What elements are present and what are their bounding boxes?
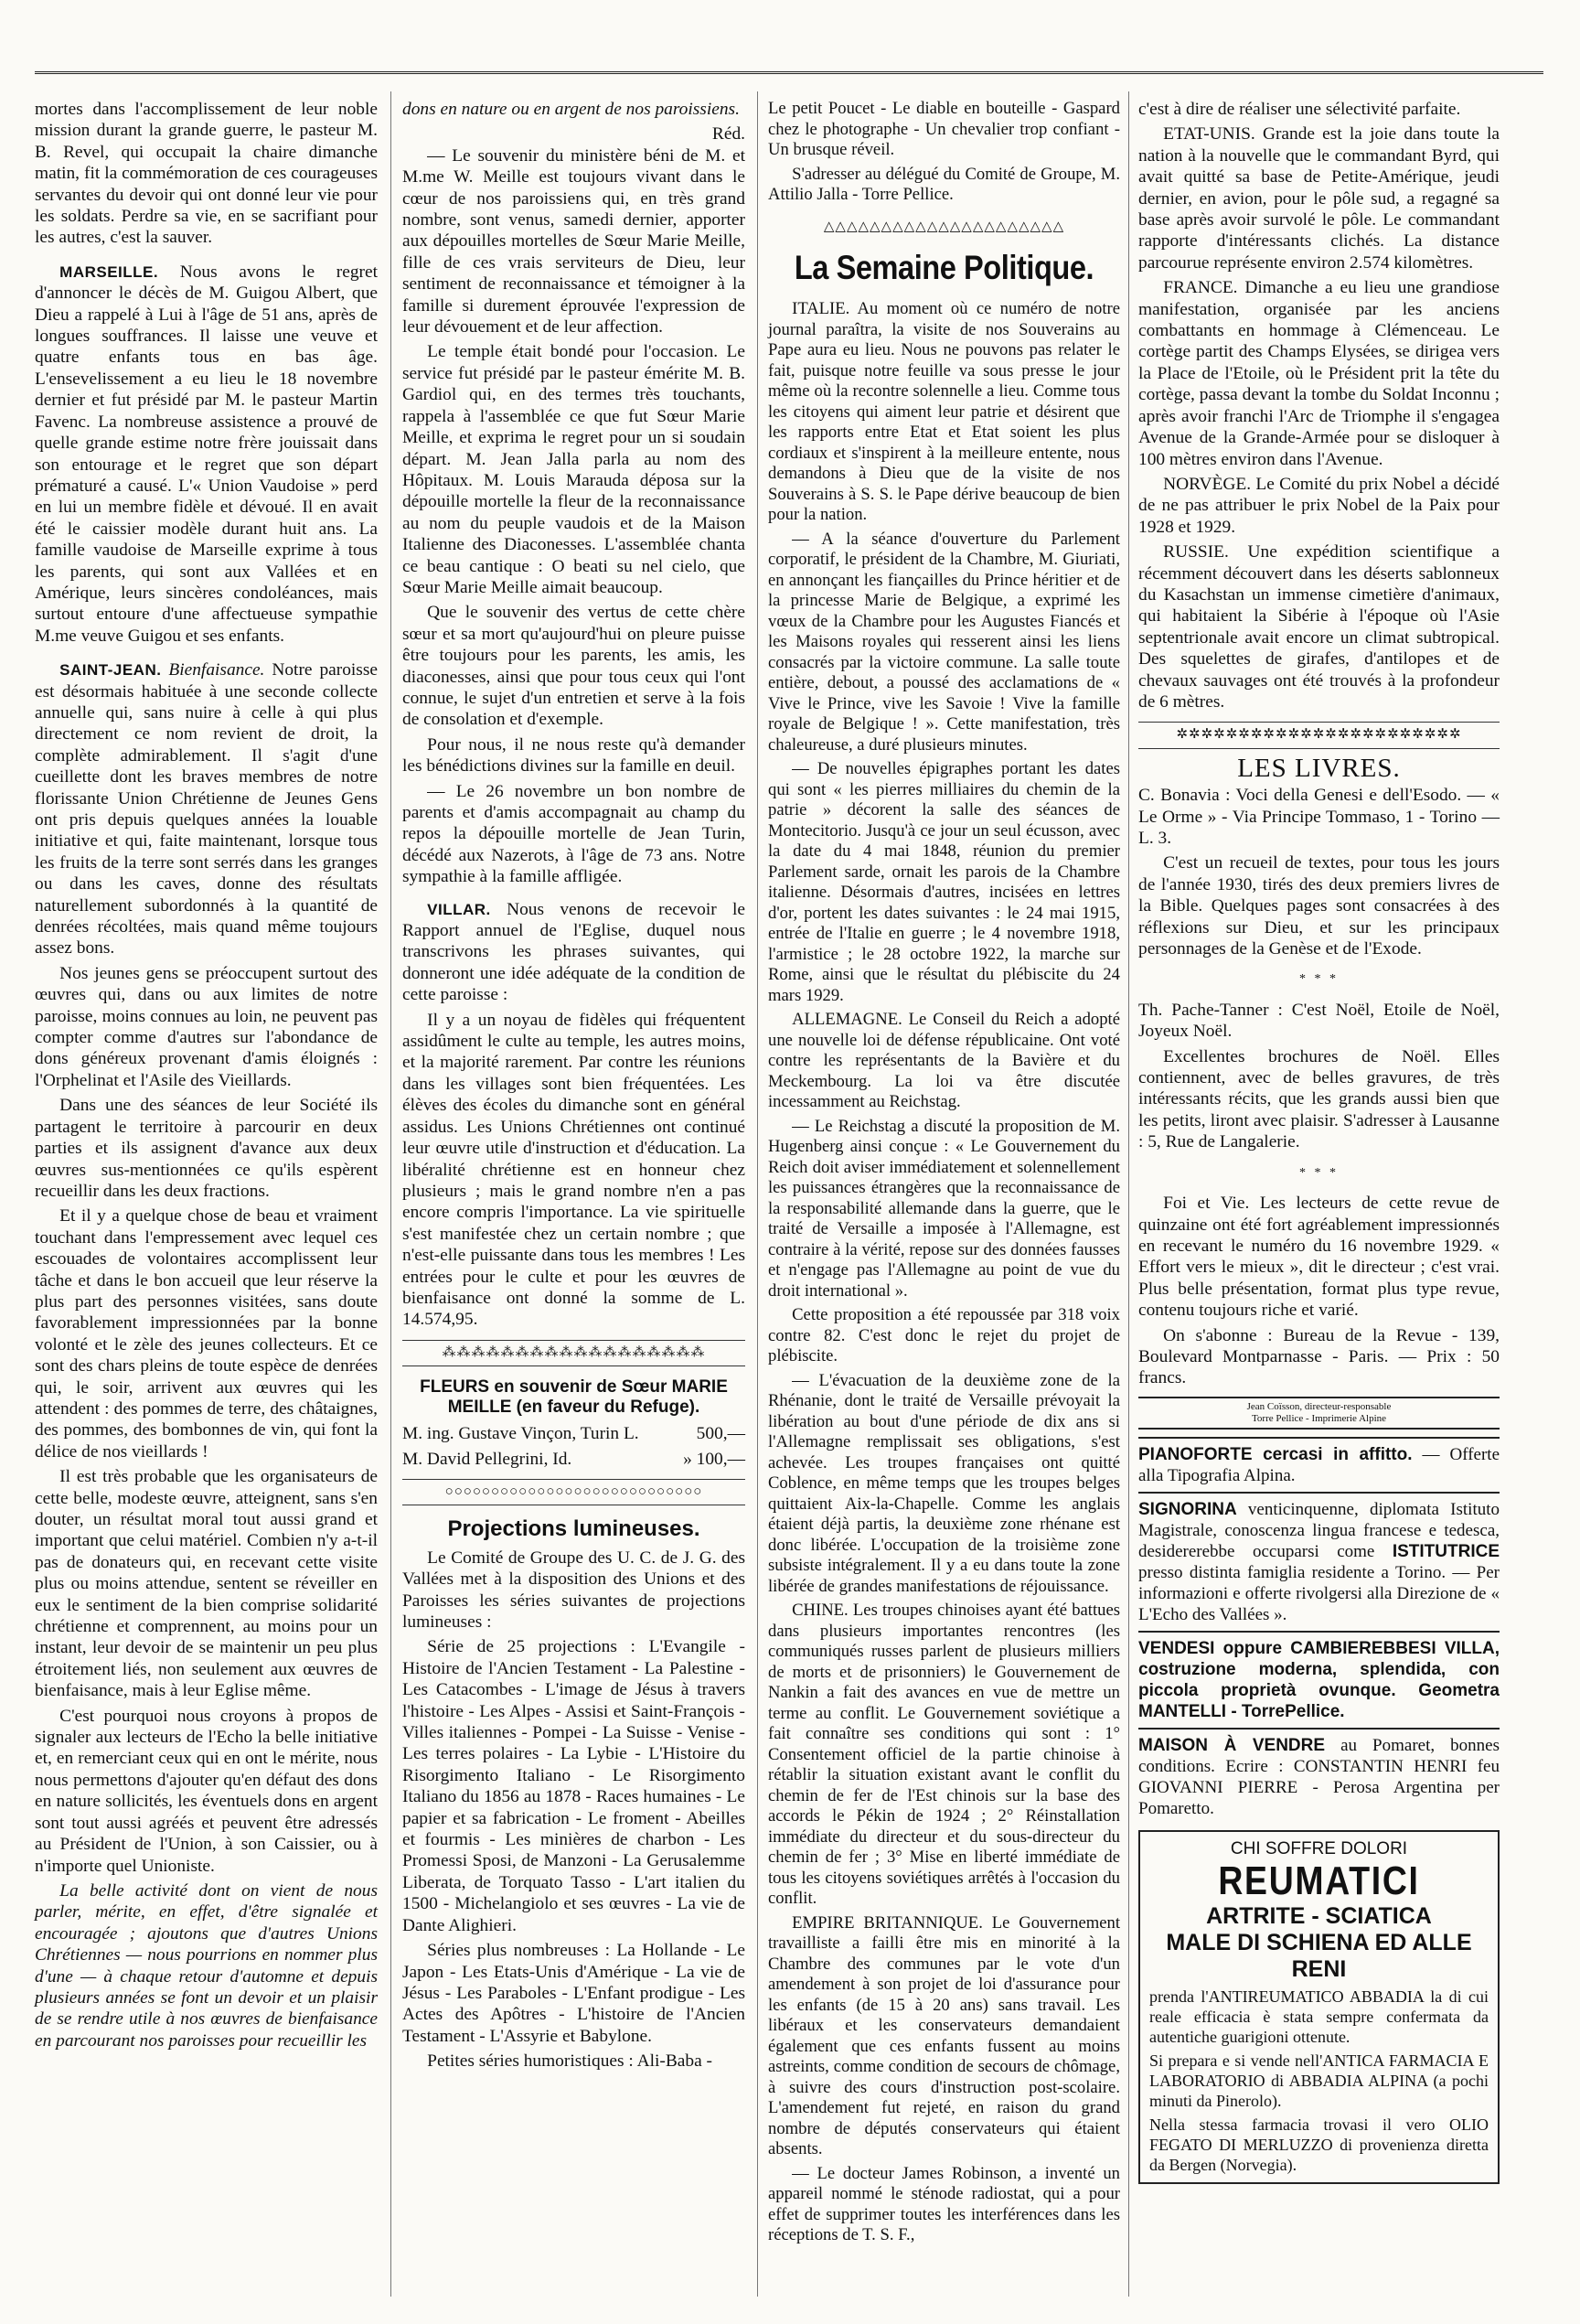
signature: Réd. bbox=[711, 124, 745, 145]
paragraph: FRANCE. Dimanche a eu lieu une grandiose manifestation, organisée par les anciens combattants en hommage à Clémenceau. Le cortège partit des Champs Elysées, se dirigea vers la Place de l'Etoile, où le Président prit la tête du cortège, passa devant la tombe du Soldat Inconnu ; après avoir franchi l'Arc de Triomphe il s'engagea Avenue de la Grande-Armée pour se disloquer à 100 mètres environ dans l'Avenue. bbox=[1138, 278, 1500, 469]
ad-text: prenda l'ANTIREUMATICO ABBADIA la di cui reale efficacia è stata sempre confermata da autentiche guarigioni ottenute. bbox=[1149, 1987, 1489, 2046]
column-1 bbox=[35, 99, 378, 2055]
paragraph: — A la séance d'ouverture du Parlement corporatif, le président de la Chambre, M. Giuriati, en annonçant les fiançailles du Prince héritier et de la princesse Marie de Belgique, a exprimé les vœux de la Chambre pour les Augustes Fiancés et les Maisons royales qui resserent ainsi les liens consacrés par la victoire commune. La salle toute entière, debout, a poussé des acclamations de « Vive le Prince, vive les Savoie ! Vive la famille royale de Belgique ! ». Cette manifestation, très chaleureuse, a duré plusieurs minutes. bbox=[768, 529, 1120, 755]
ornament-divider: ○○○○○○○○○○○○○○○○○○○○○○○○○○○○ bbox=[402, 1479, 745, 1505]
ad-headline: REUMATICI bbox=[1218, 1858, 1420, 1903]
paragraph: Dans une des séances de leur Société ils partagent le territoire à parcourir en deux parties et ils assignent d'avance aux deux œuvres sus-mentionnées ce qu'ils espèrent recueillir dans les deux fractions. bbox=[35, 1096, 378, 1201]
ad-text: Si prepara e si vende nell'ANTICA FARMACIA E LABORATORIO di ABBADIA ALPINA (a pochi minuti da Pinerolo). bbox=[1149, 2051, 1489, 2110]
ad-reumatici bbox=[1138, 1830, 1500, 2184]
paragraph: S'adresser au délégué du Comité de Groupe, M. Attilio Jalla - Torre Pellice. bbox=[768, 164, 1120, 204]
imprint-box bbox=[1138, 1397, 1500, 1430]
stars-divider: * * * bbox=[1299, 1165, 1339, 1180]
donor-name: M. David Pellegrini, Id. bbox=[402, 1449, 572, 1469]
paragraph: Petites séries humoristiques : Ali-Baba - bbox=[427, 2051, 712, 2072]
paragraph: Série de 25 projections : L'Evangile - Histoire de l'Ancien Testament - La Palestine - Les Catacombes - L'image de Jésus à travers l'histoire - Les Alpes - Assisi et Saint-François - Villes italiennes - Pompei - La Suisse - Venise - Les terres polaires - La Lybie - L'Histoire du Risorgimento Italiano - Le Risorgimento Italiano du 1856 au 1878 - Races humaines - Le papier et sa fabrication - Le froment - Abeilles et fourmis - Les minières de charbon - Les Promessi Sposi, de Manzoni - La Gerusalemme Liberata, de Torquato Tasso - L'art italien du 1500 - Michelangiolo et ses œuvres - La vie de Dante Alighieri. bbox=[402, 1637, 745, 1935]
donation-row bbox=[402, 1423, 745, 1444]
ad-highlight: ISTITUTRICE bbox=[1392, 1541, 1500, 1561]
paragraph: Foi et Vie. Les lecteurs de cette revue de quinzaine ont été fort agréablement impressionnés en recevant le numéro du 16 novembre 1929. « Effort vers le mieux », dit le directeur ; c'est vrai. Plus belle présentation, format plus type revue, contenu toujours riche et varié. bbox=[1138, 1194, 1500, 1321]
column-2 bbox=[402, 99, 745, 2076]
section-lead: MARSEILLE. bbox=[59, 262, 159, 281]
ad-text: presso distinta famiglia residente a Torino. — Per informazioni e offerte rivolgersi alla Direzione de « L'Echo des Vallées ». bbox=[1138, 1562, 1500, 1624]
ornament-divider: ⁂⁂⁂⁂⁂⁂⁂⁂⁂⁂⁂⁂⁂⁂⁂⁂⁂⁂ bbox=[402, 1340, 745, 1366]
imprint-printer: Torre Pellice - Imprimerie Alpine bbox=[1251, 1412, 1387, 1424]
stars-divider: * * * bbox=[1299, 972, 1339, 987]
book-entry: Th. Pache-Tanner : C'est Noël, Etoile de Noël, Joyeux Noël. bbox=[1138, 1000, 1500, 1042]
section-lead: SAINT-JEAN. bbox=[59, 661, 162, 680]
ornament-divider: ✲✲✲✲✲✲✲✲✲✲✲✲✲✲✲✲✲✲✲✲✲✲✲ bbox=[1138, 722, 1500, 748]
section-subtitle: Bienfaisance. bbox=[161, 660, 265, 680]
ad-title: SIGNORINA bbox=[1138, 1499, 1237, 1519]
ad-text: Nella stessa farmacia trovasi il vero OLIO FEGATO DI MERLUZZO di provenienza diretta da Bergen (Norvegia). bbox=[1149, 2115, 1489, 2174]
paragraph: C'est pourquoi nous croyons à propos de signaler aux lecteurs de l'Echo la belle initiative et, en remerciant ceux qui en ont le mérite, nous nous permettons d'ajouter qu'en défaut des dons en nature sollicités, les éventuels dons en argent sont tout aussi agréés et peuvent être adressés au Président de l'Union, à son Caissier, ou à n'importe quel Unioniste. bbox=[35, 1706, 378, 1876]
paragraph: C'est un recueil de textes, pour tous les jours de l'année 1930, tirés des deux premiers livres de la Bible. Quelques pages sont consacrées à des réflexions sur Dieu, et sur les principaux personnages de la Genèse et de l'Exode. bbox=[1138, 853, 1500, 959]
ad-title: PIANOFORTE cercasi in affitto. bbox=[1138, 1444, 1413, 1464]
paragraph: Cette proposition a été repoussée par 318 voix contre 82. C'est donc le rejet du projet de plébiscite. bbox=[768, 1305, 1120, 1365]
ad-vendesi: VENDESI oppure CAMBIEREBBESI VILLA, costruzione moderna, splendida, con piccola proprietà ovunque. Geometra MANTELLI - TorrePellice. bbox=[1138, 1631, 1500, 1728]
projections-heading: Projections lumineuses. bbox=[447, 1516, 700, 1542]
paragraph: Séries plus nombreuses : La Hollande - Le Japon - Les Etats-Unis d'Amérique - La vie de Jésus - Les Paraboles - L'Enfant prodigue - Les Actes des Apôtres - L'histoire de l'Ancien Testament - L'Assyrie et Babylone. bbox=[402, 1941, 745, 2046]
paragraph: CHINE. Les troupes chinoises ayant été battues dans plusieurs importantes rencontres (les communiqués russes parlent de plusieurs milliers de morts et de prisonniers) le Gouvernement de Nankin a fait des avances en vue de mettre un terme au conflit. Le Gouvernement soviétique a fait connaître ses conditions qui sont : 1° Consentement officiel de la partie chinoise à rétablir la situation existant avant le conflit du chemin de fer de l'Est chinois sur la base des accords le Pékin de 1924 ; 2° Réinstallation immédiate du directeur et du sous-directeur du chemin de fer ; 3° Mise en liberté immédiate de tous les citoyens soviétiques arrêtés à l'occasion du conflit. bbox=[768, 1601, 1120, 1908]
paragraph: Pour nous, il ne nous reste qu'à demander les bénédictions divines sur la famille en deuil. bbox=[402, 734, 745, 776]
ornament-divider: △△△△△△△△△△△△△△△△△△△△△ bbox=[823, 219, 1065, 234]
ad-maison bbox=[1138, 1728, 1500, 1825]
paragraph: Excellentes brochures de Noël. Elles contiennent, avec de belles gravures, de très intéressants récits, que les grands aussi bien que les petits, liront avec plaisir. S'adresser à Lausanne : 5, Rue de Langalerie. bbox=[1138, 1046, 1500, 1152]
top-rule bbox=[35, 71, 1543, 74]
paragraph: — Le Reichstag a discuté la proposition de M. Hugenberg ainsi conçue : « Le Gouvernement du Reich doit aviser immédiatement et solennellement les puissances étrangères que la reconnaissance de la responsabilité allemande dans la guerre, que le traité de Versaille a imposée à l'Allemagne, est contraire à la vérité, repose sur des données fausses et n'engage pas l'Allemagne au point de vue du droit international ». bbox=[768, 1116, 1120, 1301]
marseille-paragraph bbox=[35, 262, 378, 647]
paragraph-text: Nous venons de recevoir le Rapport annuel de l'Eglise, duquel nous transcrivons les phrases suivantes, qui donneront une idée adéquate de la condition de cette paroisse : bbox=[402, 899, 745, 1005]
saint-jean-paragraph bbox=[35, 659, 378, 959]
ad-line: CHI SOFFRE DOLORI bbox=[1230, 1838, 1408, 1858]
paragraph: RUSSIE. Une expédition scientifique a récemment découvert dans les déserts sablonneux du Kasachstan un immense cimetière d'animaux, qui habitaient la Sibérie à l'époque où l'Asie septentrionale avait encore un climat subtropical. Des squelettes de girafes, d'antilopes et de chevaux sauvages ont été trouvés à la profondeur de 6 mètres. bbox=[1138, 542, 1500, 712]
column-3 bbox=[768, 99, 1120, 2250]
paragraph: — L'évacuation de la deuxième zone de la Rhénanie, dont le traité de Versaille prévoyait la libération au bout d'une période de dix ans si l'Allemagne remplissait ses obligations, s'est achevée. Les troupes françaises ont quitté Coblence, en même temps que les troupes belges quittaient Aix-la-Chapelle. Comme les anglais étaient déjà partis, la deuxième zone rhénane est donc libérée. L'occupation de la troisième zone subsiste intégralement. Il y a eu dans toute la zone libérée de grandes manifestations de réjouissance. bbox=[768, 1370, 1120, 1596]
paragraph: c'est à dire de réaliser une sélectivité parfaite. bbox=[1138, 100, 1461, 119]
ad-text: au Pomaret, bonnes conditions. Ecrire : CONSTANTIN HENRI feu GIOVANNI PIERRE - Perosa Argentina per Pomaretto. bbox=[1138, 1735, 1500, 1818]
column-4 bbox=[1138, 99, 1500, 2184]
imprint-director: Jean Coïsson, directeur-responsable bbox=[1246, 1400, 1392, 1412]
ad-title: MAISON À VENDRE bbox=[1138, 1735, 1326, 1755]
villar-paragraph bbox=[402, 899, 745, 1006]
ad-pianoforte bbox=[1138, 1437, 1500, 1492]
paragraph: EMPIRE BRITANNIQUE. Le Gouvernement travailliste a failli être mis en minorité à la Chambre des communes par le vote d'un amendement à son projet de loi d'assurance pour les enfants (de 15 à 20 ans) sans travail. Les libéraux et les conservateurs demandaient également que ces enfants fussent au moins astreints, comme condition de secours de chômage, à suivre des cours d'instruction post-scolaire. L'amendement fut rejeté, en raison du grand nombre de députés conservateurs qui étaient absents. bbox=[768, 1912, 1120, 2158]
ad-signorina bbox=[1138, 1492, 1500, 1631]
donation-row bbox=[402, 1449, 745, 1470]
paragraph: ITALIE. Au moment où ce numéro de notre journal paraîtra, la visite de nos Souverains au Pape aura eu lieu. Nous ne pouvons pas relater le fait, puisque notre feuille va sous presse le jour même où la recontre solennelle a lieu. Comme tous les citoyens qui aiment leur patrie et désirent que les rapports entre Etat et Etat soient les plus cordiaux et s'inspirent à la meilleure entente, nous demandons à Dieu que de la visite de nos Souverains à S. S. le Pape dérive beaucoup de bien pour la nation. bbox=[768, 299, 1120, 524]
book-entry: C. Bonavia : Voci della Genesi e dell'Esodo. — « Le Orme » - Via Principe Tommaso, 1 - Torino — L. 3. bbox=[1138, 786, 1500, 848]
paragraph: Que le souvenir des vertus de cette chère sœur et sa mort qu'aujourd'hui on pleure puisse être toujours pour les parents, les amis, les diaconesses, ainsi que pour tous ceux qui l'ont connue, le sujet d'un entretien et serve à la fois de consolation et d'exemple. bbox=[402, 603, 745, 730]
donation-amount: 500,— bbox=[696, 1424, 745, 1444]
paragraph: — Le 26 novembre un bon nombre de parents et d'amis accompagnait au champ du repos la dépouille mortelle de Jean Turin, décédé aux Nazerots, à l'âge de 73 ans. Notre sympathie à la famille affligée. bbox=[402, 781, 745, 887]
paragraph: — Le docteur James Robinson, a inventé un appareil nommé le sténode radiostat, qui a pour effet de supprimer toutes les interférences dans les réceptions de T. S. F., bbox=[768, 2163, 1120, 2244]
fleurs-heading: FLEURS en souvenir de Sœur MARIE MEILLE (en faveur du Refuge). bbox=[420, 1377, 728, 1418]
paragraph: — De nouvelles épigraphes portant les dates qui sont « les pierres milliaires du chemin de la patrie » décorent la salle des séances de Montecitorio. Jusqu'à ce jour un seul écusson, avec la date du 4 mai 1848, réunion du premier Parlement sarde, ornait les parois de la Chambre italienne. Désormais d'autres, incisées en lettres d'or, portent les dates suivantes : le 24 mai 1915, entrée de l'Italie en guerre ; le 4 novembre 1918, l'armistice ; le 28 octobre 1922, la marche sur Rome, ainsi que le résultat du plébiscite du 24 mars 1929. bbox=[768, 759, 1120, 1005]
paragraph: On s'abonne : Bureau de la Revue - 139, Boulevard Montparnasse - Paris. — Prix : 50 francs. bbox=[1138, 1325, 1500, 1388]
paragraph: Le Comité de Groupe des U. C. de J. G. des Vallées met à la disposition des Unions et des Paroisses les séries suivantes de projections lumineuses : bbox=[402, 1548, 745, 1632]
paragraph: Il est très probable que les organisateurs de cette belle, modeste œuvre, atteignent, sans s'en douter, un résultat moral tout aussi grand et important que celui matériel. Combien n'y a-t-il pas de donateurs qui, en recevant cette visite plus ou moins attendue, sentent se réveiller en eux le sentiment de la bien comprise solidarité chrétienne et comprennent, au moins pour un instant, leur devoir de se maintenir un peu plus étroitement liés, non seulement aux œuvres de bienfaisance, mais à leur Eglise même. bbox=[35, 1467, 378, 1701]
paragraph: mortes dans l'accomplissement de leur noble mission durant la grande guerre, le pasteur M. B. Revel, qui occupait la chaire dimanche matin, fit la commémoration de ces courageuses servantes du devoir qui ont donné leur vie pour les soldats. Perdre sa vie, en se sacrifiant pour les autres, c'est la sauver. bbox=[35, 100, 378, 248]
ad-line: MALE DI SCHIENA ED ALLE RENI bbox=[1166, 1929, 1472, 1982]
donor-name: M. ing. Gustave Vinçon, Turin L. bbox=[402, 1424, 639, 1444]
paragraph: La belle activité dont on vient de nous parler, mérite, en effet, d'être signalée et encouragée ; ajoutons que d'autres Unions Chrétiennes — nous pourrions en nommer plus d'une — à chaque retour d'automne et depuis plusieurs années se font un devoir et un plaisir de se rendre utile à nos œuvres de bienfaisance en parcourant nos paroisses pour recueillir les bbox=[35, 1880, 378, 2051]
paragraph: ETAT-UNIS. Grande est la joie dans toute la nation à la nouvelle que le commandant Byrd, qui avait quitté sa base de Petite-Amérique, jeudi dernier, en avion, pour le pôle sud, a regagné sa base après avoir survolé le pôle. Le commandant rapporte d'intéressants clichés. La distance parcourue représente environ 2.574 kilomètres. bbox=[1138, 124, 1500, 273]
paragraph: Nos jeunes gens se préoccupent surtout des œuvres qui, dans ou aux limites de notre paroisse, moins connues au loin, ne peuvent pas compter comme d'autres sur l'abondance de dons généreux provenant d'amis éloignés : l'Orphelinat et l'Asile des Vieillards. bbox=[35, 963, 378, 1090]
paragraph: — Le souvenir du ministère béni de M. et M.me W. Meille est toujours vivant dans le cœur de nos paroissiens qui, en très grand nombre, sont venus, samedi dernier, apporter aux dépouilles mortelles de Sœur Marie Meille, fille de ces vrais serviteurs de Dieu, leur sentiment de reconnaissance et témoigner à la famille si durement éprouvée l'expression de leur dévouement et de leur affection. bbox=[402, 145, 745, 337]
paragraph: NORVÈGE. Le Comité du prix Nobel a décidé de ne pas attribuer le prix Nobel de la Paix pour 1928 et 1929. bbox=[1138, 474, 1500, 537]
paragraph: Et il y a quelque chose de beau et vraiment touchant dans l'empressement avec lequel ces escouades de volontaires accomplissent leur tâche et dans le bon accueil que leur réserve la plus part des personnes visitées, sans doute favorablement impressionnées par la bonne volonté et le zèle des jeunes collecteurs. Et ce sont des chars pleins de toute espèce de denrées qui, le soir, arrivent aux œuvres qui les attendent : des pommes de terre, des châtaignes, des pommes, des bombonnes de vin, qui font la délice de nos vieillards ! bbox=[35, 1206, 378, 1462]
paragraph: dons en nature ou en argent de nos paroissiens. bbox=[402, 100, 740, 119]
paragraph: Il y a un noyau de fidèles qui fréquentent assidûment le culte au temple, les autres moins, et la majorité rarement. Par contre les réunions dans les villages sont bien fréquentées. Les élèves des écoles du dimanche sont en général assidus. Les Unions Chrétiennes ont continué leur œuvre utile d'instruction et d'éducation. La libéralité chrétienne est en honneur chez plusieurs ; mais le grand nombre n'en a pas encore compris l'importance. La vie spirituelle s'est manifestée chez un certain nombre ; que n'est-elle puissante dans tous les membres ! Les entrées pour le culte et pour les œuvres de bienfaisance ont donné la somme de L. 14.574,95. bbox=[402, 1010, 745, 1330]
section-lead: VILLAR. bbox=[427, 900, 491, 918]
donation-amount: » 100,— bbox=[683, 1449, 745, 1469]
livres-heading: LES LIVRES. bbox=[1237, 753, 1401, 783]
semaine-politique-heading: La Semaine Politique. bbox=[794, 249, 1094, 286]
column-rule bbox=[390, 91, 391, 2297]
ad-text: venticinquenne, diplomata Istituto Magistrale, conoscenza lingua francese e tedesca, desidererebbe occuparsi come bbox=[1138, 1499, 1500, 1561]
paragraph: Le petit Poucet - Le diable en bouteille - Gaspard chez le photographe - Un chevalier trop confiant - Un brusque réveil. bbox=[768, 99, 1120, 159]
paragraph: Le temple était bondé pour l'occasion. Le service fut présidé par le pasteur émérite M. B. Gardiol qui, en des termes très touchants, rappela à l'assemblée ce que fut Sœur Marie Meille, et exprima le regret pour un si soudain départ. M. Jean Jalla parla au nom des Hôpitaux. M. Louis Marauda déposa sur la dépouille mortelle la fleur de la reconnaissance au nom du peuple vaudois et de la Maison Italienne des Diaconesses. L'assemblée chanta ce beau cantique : O beati su nel cielo, que Sœur Marie Meille aimait beaucoup. bbox=[402, 342, 745, 597]
paragraph-text: Notre paroisse est désormais habituée à une seconde collecte annuelle qui, sans nuire à celle à qui plus directement ce nom revient de droit, la complète admirablement. Il s'agit d'une cueillette dont les braves membres de notre florissante Union Chrétienne de Jeunes Gens ont pris depuis quelques années la louable initiative et qui, faite maintenant, lorsque tous les fruits de la terre sont serrés dans les granges ou dans les caves, donne des résultats naturellement subordonnés à la quantité de denrées récoltées, mais quand même toujours assez bons. bbox=[35, 660, 378, 959]
ad-text: — Offerte alla Tipografia Alpina. bbox=[1138, 1444, 1500, 1485]
paragraph-text: Nous avons le regret d'annoncer le décès de M. Guigou Albert, que Dieu a rappelé à Lui à l'âge de 51 ans, après de longues souffrances. Il laisse une veuve et quatre enfants tous en bas âge. L'ensevelissement a eu lieu le 18 novembre dernier et fut présidé par M. le pasteur Martin Favenc. La nombreuse assistence a prouvé de quelle grande estime notre frère jouissait dans son entourage et le regret que son départ prématuré a causé. L'« Union Vaudoise » perd en lui un membre fidèle et dévoué. Il en avait été le caissier modèle durant huit ans. La famille vaudoise de Marseille exprime à tous les parents, qui sont aux Vallées et en Amérique, leurs sincères condoléances, mais surtout entoure d'une affectueuse sympathie M.me veuve Guigou et ses enfants. bbox=[35, 262, 378, 646]
column-rule bbox=[757, 91, 758, 2297]
ad-line: ARTRITE - SCIATICA bbox=[1206, 1902, 1432, 1929]
column-rule bbox=[1128, 91, 1129, 2297]
paragraph: ALLEMAGNE. Le Conseil du Reich a adopté une nouvelle loi de défense républicaine. Ont voté contre les représentants de la Bavière et du Meckembourg. La loi va être discutée incessamment au Reichstag. bbox=[768, 1010, 1120, 1111]
